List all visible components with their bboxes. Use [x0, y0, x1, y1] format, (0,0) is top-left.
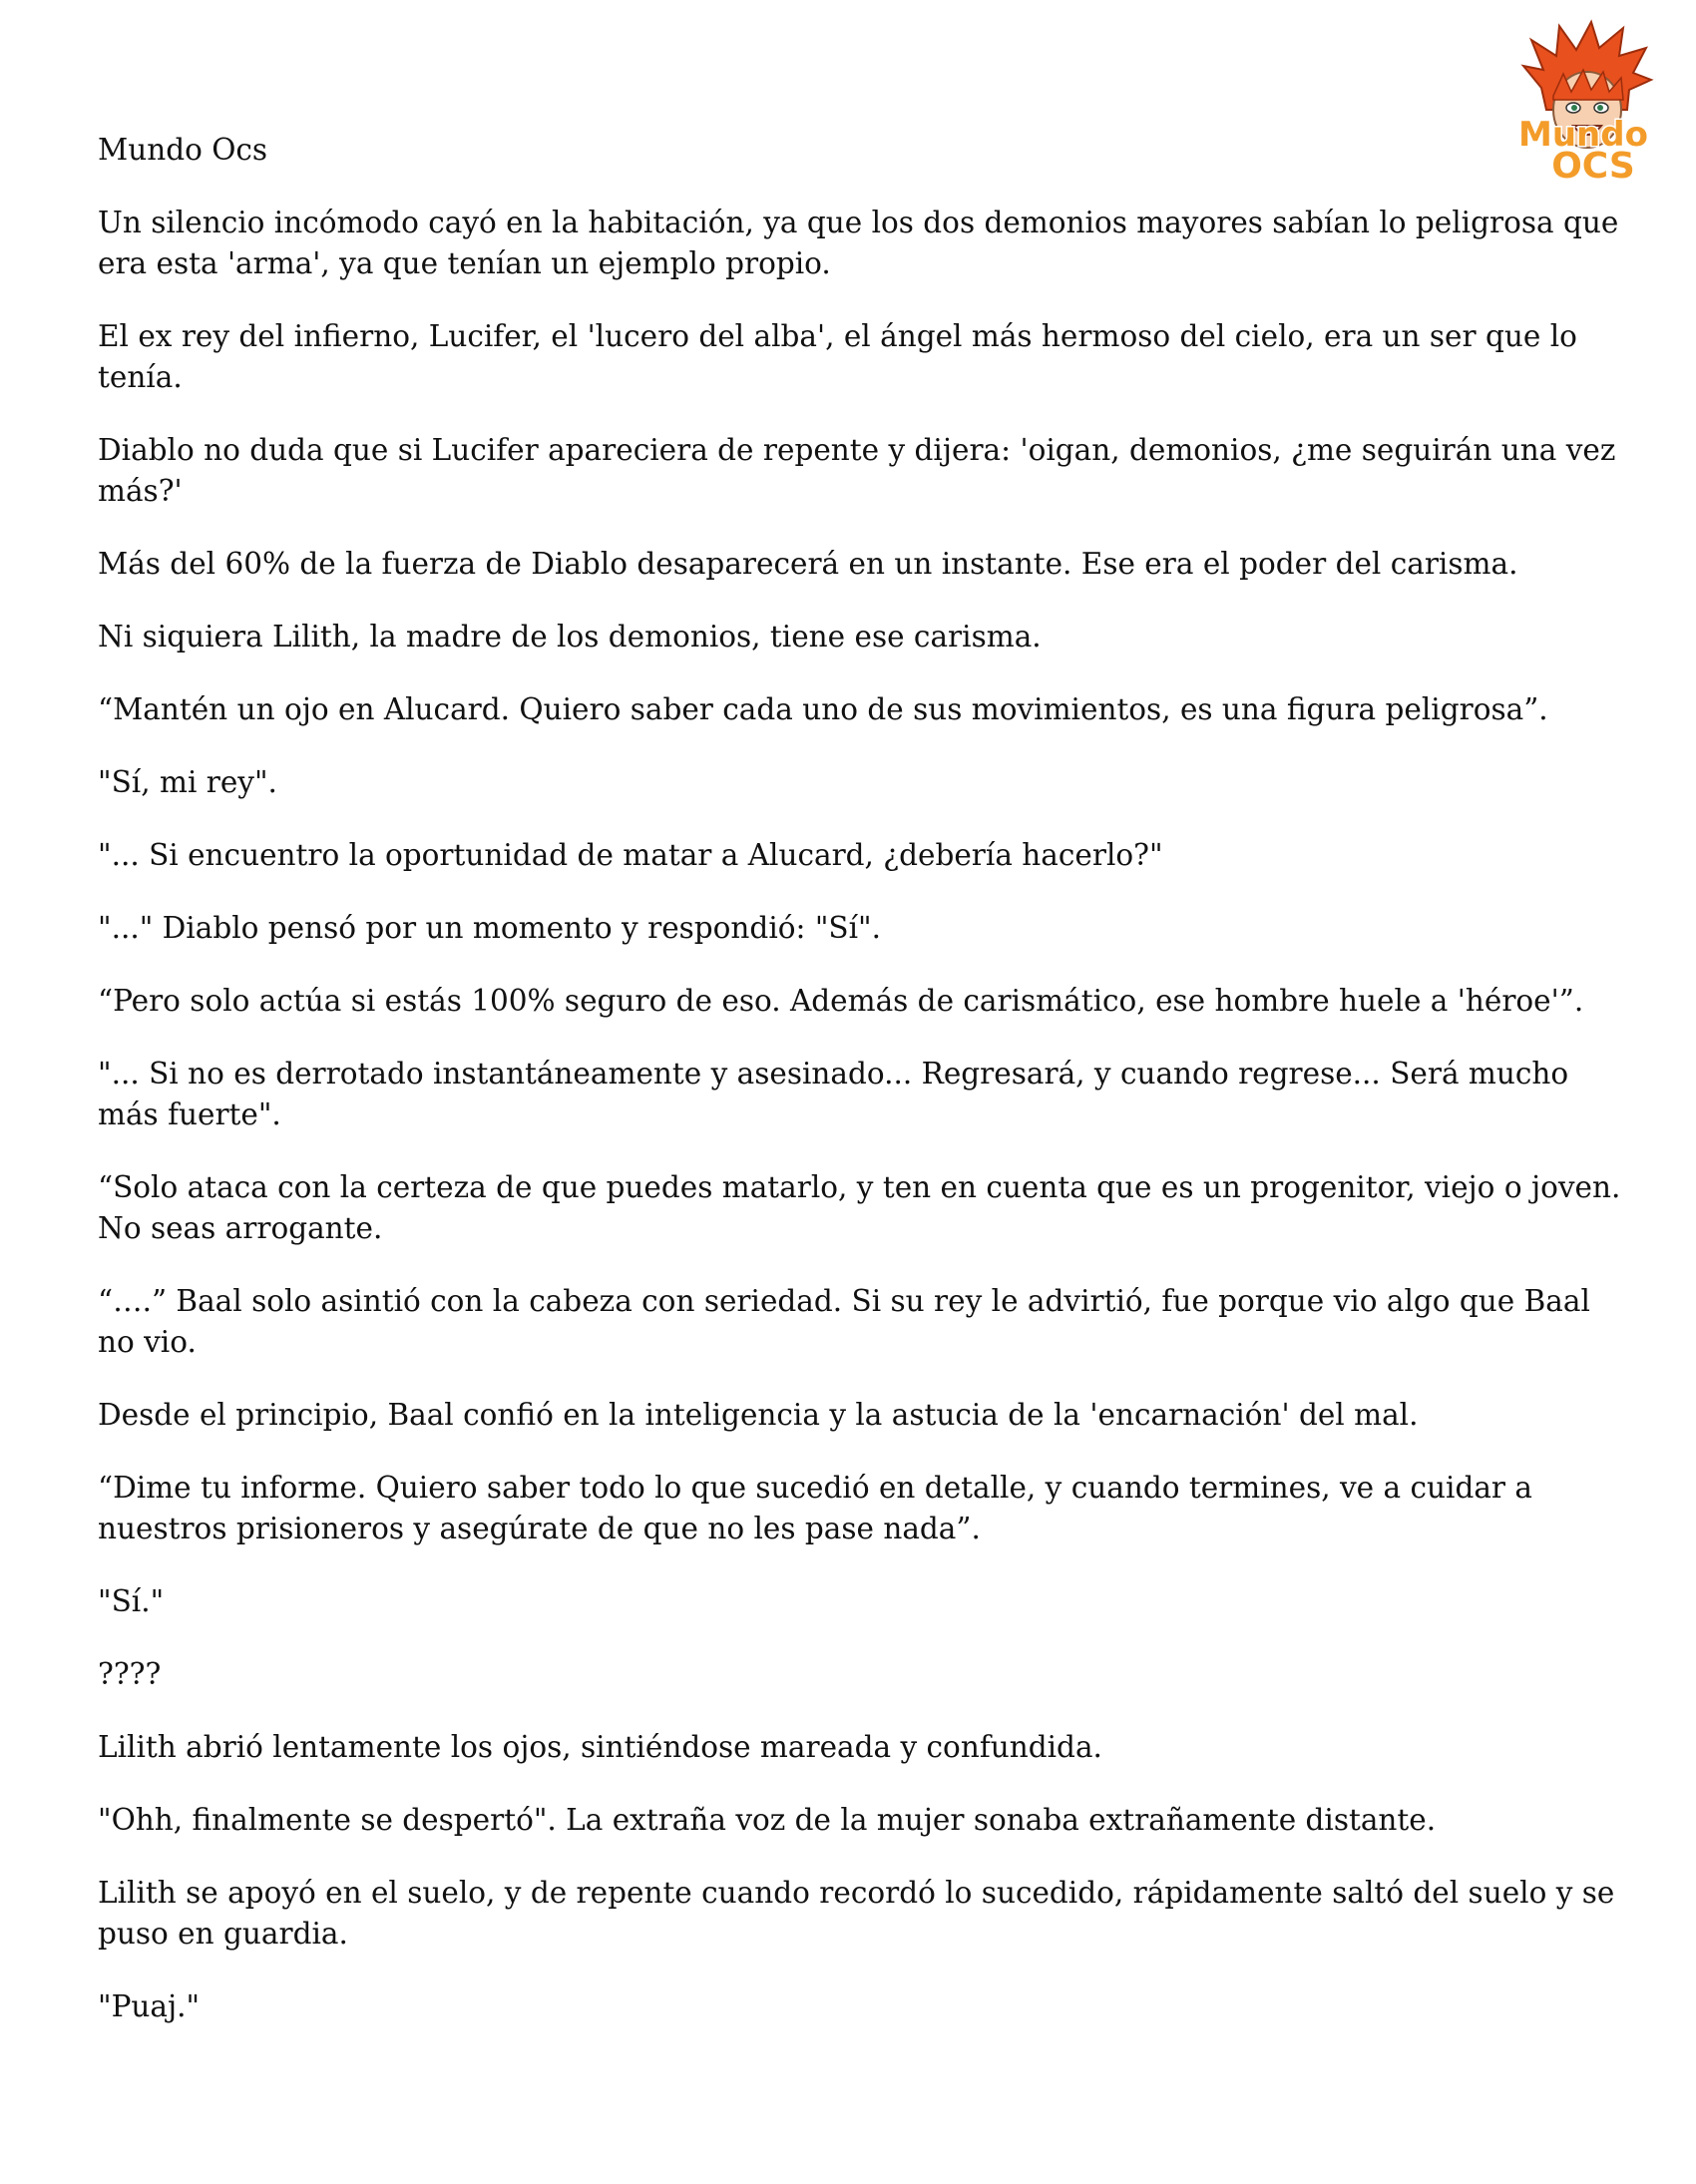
paragraph: Diablo no duda que si Lucifer apareciera de repente y dijera: 'oigan, demonios, ¿me seguirán una vez más?' — [98, 433, 1616, 508]
paragraph: Un silencio incómodo cayó en la habitación, ya que los dos demonios mayores sabían lo peligrosa que era esta 'arma', ya que tenían un ejemplo propio. — [98, 206, 1619, 280]
paragraph: ???? — [98, 1657, 162, 1691]
paragraph: "... Si encuentro la oportunidad de matar a Alucard, ¿debería hacerlo?" — [98, 838, 1163, 872]
paragraph: “Solo ataca con la certeza de que puedes matarlo, y ten en cuenta que es un progenitor, viejo o joven. No seas arrogante. — [98, 1170, 1621, 1245]
paragraph: “Dime tu informe. Quiero saber todo lo que sucedió en detalle, y cuando termines, ve a cuidar a nuestros prisioneros y asegúrate de que no les pase nada”. — [98, 1471, 1532, 1545]
paragraph: "Ohh, finalmente se despertó". La extraña voz de la mujer sonaba extrañamente distante. — [98, 1803, 1437, 1837]
paragraph: "..." Diablo pensó por un momento y respondió: "Sí". — [98, 911, 881, 945]
paragraph: “….” Baal solo asintió con la cabeza con seriedad. Si su rey le advirtió, fue porque vio algo que Baal no vio. — [98, 1284, 1590, 1359]
paragraph: "Sí." — [98, 1584, 165, 1618]
paragraph: “Mantén un ojo en Alucard. Quiero saber cada uno de sus movimientos, es una figura peligrosa”. — [98, 692, 1548, 726]
document-body — [98, 130, 1624, 2059]
paragraph: Ni siquiera Lilith, la madre de los demonios, tiene ese carisma. — [98, 620, 1042, 654]
logo-text-mundo: Mundo — [1518, 115, 1648, 155]
paragraph: Desde el principio, Baal confió en la inteligencia y la astucia de la 'encarnación' del mal. — [98, 1398, 1419, 1432]
paragraph: El ex rey del infierno, Lucifer, el 'lucero del alba', el ángel más hermoso del cielo, era un ser que lo tenía. — [98, 319, 1577, 394]
paragraph: Lilith se apoyó en el suelo, y de repente cuando recordó lo sucedido, rápidamente saltó del suelo y se puso en guardia. — [98, 1876, 1615, 1951]
paragraph: "Sí, mi rey". — [98, 765, 277, 799]
paragraph: Más del 60% de la fuerza de Diablo desaparecerá en un instante. Ese era el poder del carisma. — [98, 547, 1518, 581]
document-title: Mundo Ocs — [98, 133, 268, 167]
paragraph-list — [98, 203, 1624, 2027]
paragraph: "Puaj." — [98, 1989, 201, 2023]
paragraph: “Pero solo actúa si estás 100% seguro de eso. Además de carismático, ese hombre huele a 'héroe'”. — [98, 984, 1584, 1018]
paragraph: "... Si no es derrotado instantáneamente y asesinado... Regresará, y cuando regrese... Será mucho más fuerte". — [98, 1057, 1569, 1131]
logo-text-ocs: OCS — [1551, 146, 1635, 187]
paragraph: Lilith abrió lentamente los ojos, sintiéndose mareada y confundida. — [98, 1730, 1102, 1764]
